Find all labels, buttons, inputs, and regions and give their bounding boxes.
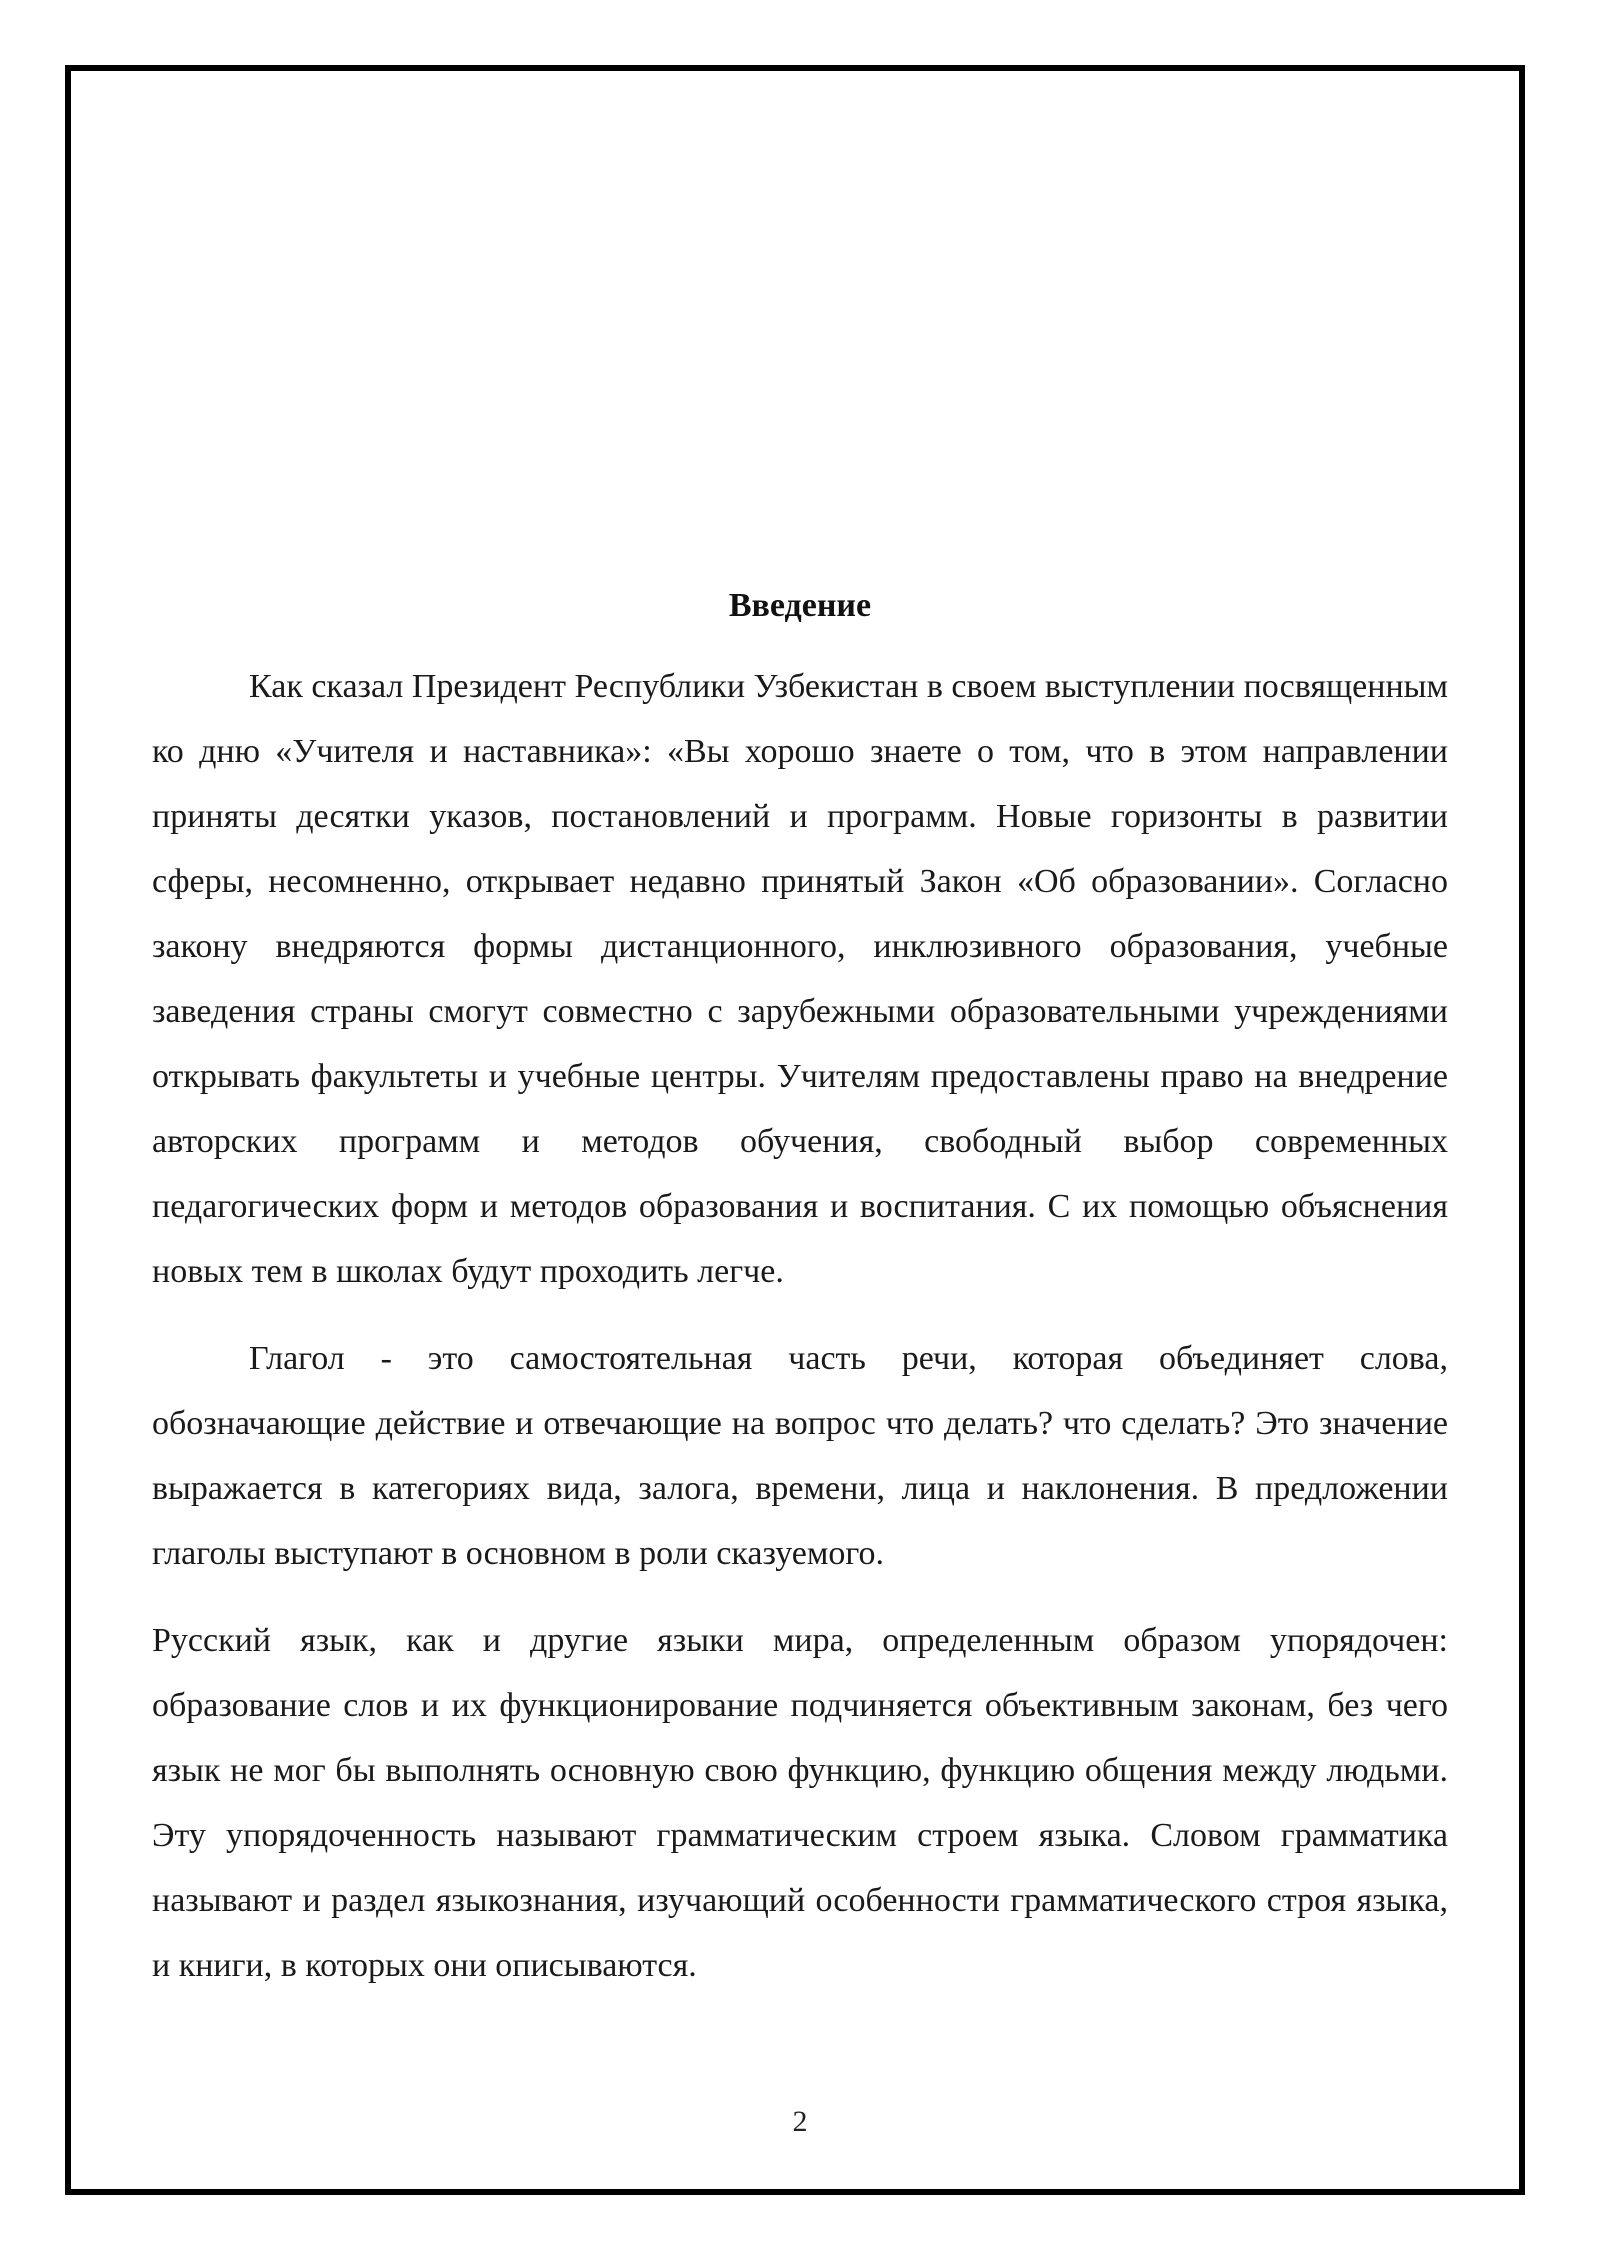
paragraph-1: Как сказал Президент Республики Узбекистан в своем выступлении посвященным ко дню «Учителя и наставника»: «Вы хорошо знаете о том, что в этом направлении приняты десятки указов, постановлений и программ. Новые горизонты в развитии сферы, несомненно, открывает недавно принятый Закон «Об образовании». Согласно закону внедряются формы дистанционного, инклюзивного образования, учебные заведения страны смогут совместно с зарубежными образовательными учреждениями открывать факультеты и учебные центры. Учителям предоставлены право на внедрение авторских программ и методов обучения, свободный выбор современных педагогических форм и методов образования и воспитания. С их помощью объяснения новых тем в школах будут проходить легче. — [152, 668, 1448, 1290]
page-number: 2 — [792, 2105, 808, 2138]
section-heading: Введение — [728, 587, 872, 624]
paragraph-3: Русский язык, как и другие языки мира, определенным образом упорядочен: образование слов и их функционирование подчиняется объективным законам, без чего язык не мог бы выполнять основную свою функцию, функцию общения между людьми. Эту упорядоченность называют грамматическим строем языка. Словом грамматика называют и раздел языкознания, изучающий особенности грамматического строя языка, и книги, в которых они описываются. — [152, 1622, 1448, 1984]
paragraph-2: Глагол - это самостоятельная часть речи, которая объединяет слова, обозначающие действие и отвечающие на вопрос что делать? что сделать? Это значение выражается в категориях вида, залога, времени, лица и наклонения. В предложении глаголы выступают в основном в роли сказуемого. — [152, 1340, 1448, 1572]
document-body — [152, 580, 1448, 2020]
